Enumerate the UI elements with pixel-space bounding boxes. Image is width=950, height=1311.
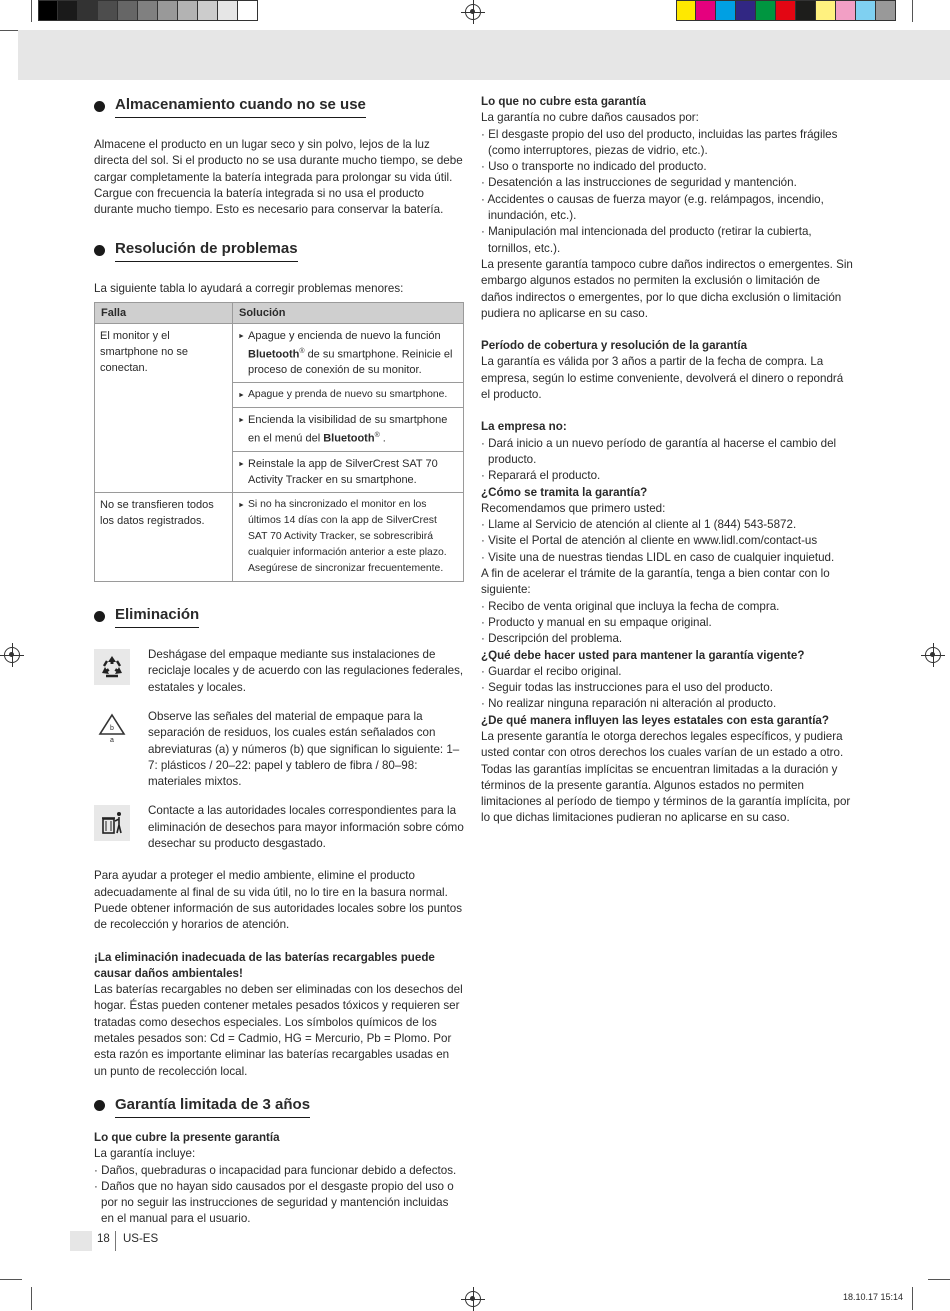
right-column (481, 94, 853, 827)
list-item: · Daños, quebraduras o incapacidad para funcionar debido a defectos. (94, 1163, 464, 1179)
list-item: · Uso o transporte no indicado del producto. (481, 159, 853, 175)
registration-mark-icon (465, 1291, 481, 1307)
list-item: · Llame al Servicio de atención al cliente al 1 (844) 543-5872. (481, 517, 853, 533)
color-swatch (836, 0, 856, 21)
recycle-icon (94, 649, 130, 685)
crop-mark (912, 1287, 913, 1310)
solution-cell (233, 323, 464, 383)
recycling-code-icon: b a (94, 711, 130, 747)
disposal-paragraph: Para ayudar a proteger el medio ambiente, elimine el producto adecuadamente al final de su vida útil, no lo tire en la basura normal. Puede obtener información de sus autoridades locales sobre los puntos de recolección y horarios de atención. (94, 869, 463, 932)
list-item: · Producto y manual en su empaque original. (481, 615, 853, 631)
how-intro: Recomendamos que primero usted: (481, 501, 666, 515)
color-swatch (876, 0, 896, 21)
list-item: · Desatención a las instrucciones de seguridad y mantención. (481, 175, 853, 191)
warranty-covers-list (94, 1163, 464, 1228)
table-row (95, 323, 464, 383)
list-item: · Manipulación mal intencionada del producto (retirar la cubierta, tornillos, etc.). (481, 224, 853, 257)
solution-item: ► Apague y prenda de nuevo su smartphone. (238, 387, 458, 403)
color-swatch (676, 0, 696, 21)
grayscale-swatch (78, 0, 98, 21)
list-item: · Recibo de venta original que incluya la fecha de compra. (481, 599, 853, 615)
color-swatch (716, 0, 736, 21)
disposal-item (94, 647, 464, 696)
storage-text: Almacene el producto en un lugar seco y sin polvo, lejos de la luz directa del sol. Si el producto no se usa durante mucho tiempo, se debe cargar completamente la batería integrada para prolongar su vida útil. Cargue con frecuencia la batería integrada si no usa el producto durante mucho tiempo. Esto es necesario para conservar la batería. (94, 138, 463, 217)
laws-text: La presente garantía le otorga derechos legales específicos, y pudiera usted contar con otros derechos los cuales varían de un estado a otro. Todas las garantías implícitas se encuentran limitadas a la duración y términos de la presente garantía. Algunos estados no permiten limitaciones al período de tiempo y términos de la garantía implícita, por lo que dichas limitaciones pudieran no aplicarse en su caso. (481, 729, 851, 825)
color-swatch (696, 0, 716, 21)
color-swatch (736, 0, 756, 21)
period-heading: Período de cobertura y resolución de la garantía (481, 339, 748, 353)
disposal-item (94, 803, 464, 852)
fault-cell: No se transfieren todos los datos registrados. (95, 493, 233, 582)
page-language: US-ES (123, 1233, 159, 1245)
solution-item: ► Encienda la visibilidad de su smartphone en el menú del Bluetooth® . (238, 412, 458, 447)
footer-marker (70, 1231, 92, 1251)
laws-heading: ¿De qué manera influyen las leyes estatales con esta garantía? (481, 713, 829, 727)
registration-mark-icon (925, 647, 941, 663)
trash-bin-icon (94, 805, 130, 841)
solution-item: ► Si no ha sincronizado el monitor en los últimos 14 días con la app de SilverCrest SAT 70 Activity Tracker, se sobrescribirá cualquier información anterior a este plazo. Asegúrese de sincronizar frecuentemente. (238, 497, 458, 577)
fault-cell: El monitor y el smartphone no se conectan. (95, 323, 233, 492)
color-swatch (856, 0, 876, 21)
warranty-covers-intro: La garantía incluye: (94, 1147, 196, 1161)
header-band (18, 30, 950, 80)
disposal-text-1: Deshágase del empaque mediante sus instalaciones de reciclaje locales y de acuerdo con las regulaciones federales, estatales y locales. (148, 648, 464, 694)
disposal-text-2: Observe las señales del material de empaque para la separación de residuos, los cuales están señalados con abreviaturas (a) y números (b) que significan lo siguiente: 1–7: plásticos / 20–22: papel y tablero de fibra / 80–98: materiales mixtos. (148, 709, 460, 789)
keep-heading: ¿Qué debe hacer usted para mantener la garantía vigente? (481, 648, 805, 662)
list-item: · Visite una de nuestras tiendas LIDL en caso de cualquier inquietud. (481, 550, 853, 566)
list-item: · Visite el Portal de atención al cliente en www.lidl.com/contact-us (481, 533, 853, 549)
battery-text: Las baterías recargables no deben ser eliminadas con los desechos del hogar. Éstas pueden contener metales pesados tóxicos y requieren ser tratadas como desechos especiales. Los símbolos químicos de los metales pesados son: Cd = Cadmio, HG = Mercurio, Pb = Plomo. Por esta razón es importante eliminar las baterías recargables usadas en un punto de recolección local. (94, 983, 463, 1078)
grayscale-swatch (218, 0, 238, 21)
grayscale-swatch (198, 0, 218, 21)
troubleshooting-table (94, 302, 464, 582)
list-item: · Seguir todas las instrucciones para el uso del producto. (481, 680, 853, 696)
crop-mark (31, 0, 32, 22)
grayscale-swatch (98, 0, 118, 21)
list-item: · No realizar ninguna reparación ni alteración al producto. (481, 696, 853, 712)
warranty-not-heading: Lo que no cubre esta garantía (481, 95, 646, 108)
speed-intro: A fin de acelerar el trámite de la garantía, tenga a bien contar con lo siguiente: (481, 567, 830, 597)
troubleshooting-intro: La siguiente tabla lo ayudará a corregir problemas menores: (94, 282, 404, 296)
battery-warning: ¡La eliminación inadecuada de las baterías recargables puede causar daños ambientales! (94, 950, 435, 980)
how-list (481, 517, 853, 566)
section-heading-disposal: Eliminación (94, 604, 464, 628)
grayscale-swatch (58, 0, 78, 21)
how-heading: ¿Cómo se tramita la garantía? (481, 485, 648, 499)
warranty-not-intro: La garantía no cubre daños causados por: (481, 111, 699, 125)
column-header-fault: Falla (95, 302, 233, 323)
company-heading: La empresa no: (481, 420, 567, 434)
color-swatch (756, 0, 776, 21)
warranty-covers-heading: Lo que cubre la presente garantía (94, 1130, 280, 1144)
grayscale-swatch (178, 0, 198, 21)
left-column (94, 94, 464, 1228)
section-heading-warranty: Garantía limitada de 3 años (94, 1094, 464, 1118)
bullet-icon (94, 101, 105, 112)
speed-list (481, 599, 853, 648)
keep-list (481, 664, 853, 713)
grayscale-swatch (138, 0, 158, 21)
period-text: La garantía es válida por 3 años a partir de la fecha de compra. La empresa, según lo estime conveniente, devolverá el dinero o repondrá el producto. (481, 355, 844, 402)
crop-mark (912, 0, 913, 22)
table-header-row (95, 302, 464, 323)
grayscale-swatch (38, 0, 58, 21)
registration-mark-icon (4, 647, 20, 663)
section-heading-troubleshooting: Resolución de problemas (94, 238, 464, 262)
disposal-item (94, 709, 464, 790)
solution-item: ► Reinstale la app de SilverCrest SAT 70 Activity Tracker en su smartphone. (238, 456, 458, 488)
registration-mark-icon (465, 4, 481, 20)
solution-item: ► Apague y encienda de nuevo la función Bluetooth® de su smartphone. Reinicie el proceso de conexión de su monitor. (238, 328, 458, 379)
bullet-icon (94, 1100, 105, 1111)
solution-cell (233, 383, 464, 408)
crop-mark (0, 1279, 22, 1280)
column-header-solution: Solución (233, 302, 464, 323)
footer-divider (115, 1231, 116, 1251)
section-heading-storage: Almacenamiento cuando no se use (94, 94, 464, 118)
crop-mark (31, 1287, 32, 1310)
grayscale-swatch (158, 0, 178, 21)
page-number: 18 (97, 1233, 110, 1245)
bullet-icon (94, 611, 105, 622)
crop-mark (928, 1279, 950, 1280)
color-bar (676, 0, 896, 22)
list-item: · Daños que no hayan sido causados por el desgaste propio del uso o por no seguir las instrucciones de seguridad y mantención incluidas en el manual para el usuario. (94, 1179, 464, 1228)
solution-cell (233, 408, 464, 452)
solution-cell (233, 452, 464, 493)
list-item: · Guardar el recibo original. (481, 664, 853, 680)
bullet-icon (94, 245, 105, 256)
color-swatch (816, 0, 836, 21)
print-timestamp: 18.10.17 15:14 (843, 1292, 904, 1302)
grayscale-bar (38, 0, 258, 22)
list-item: · El desgaste propio del uso del producto, incluidas las partes frágiles (como interruptores, piezas de vidrio, etc.). (481, 127, 853, 160)
warranty-not-paragraph: La presente garantía tampoco cubre daños indirectos o emergentes. Sin embargo algunos estados no permiten la exclusión o limitación de daños indirectos o emergentes, por lo que dicha exclusión o limitación pudiera no aplicarse en su caso. (481, 257, 853, 320)
grayscale-swatch (238, 0, 258, 21)
grayscale-swatch (118, 0, 138, 21)
solution-cell (233, 493, 464, 582)
color-swatch (776, 0, 796, 21)
list-item: · Reparará el producto. (481, 468, 853, 484)
table-row (95, 493, 464, 582)
color-swatch (796, 0, 816, 21)
svg-text:b: b (110, 725, 114, 733)
list-item: · Descripción del problema. (481, 631, 853, 647)
company-list (481, 436, 853, 485)
list-item: · Dará inicio a un nuevo período de garantía al hacerse el cambio del producto. (481, 436, 853, 469)
disposal-text-3: Contacte a las autoridades locales correspondientes para la eliminación de desechos para mayor información sobre cómo desechar su producto desgastado. (148, 804, 464, 851)
warranty-not-list (481, 127, 853, 257)
list-item: · Accidentes o causas de fuerza mayor (e.g. relámpagos, incendio, inundación, etc.). (481, 192, 853, 225)
